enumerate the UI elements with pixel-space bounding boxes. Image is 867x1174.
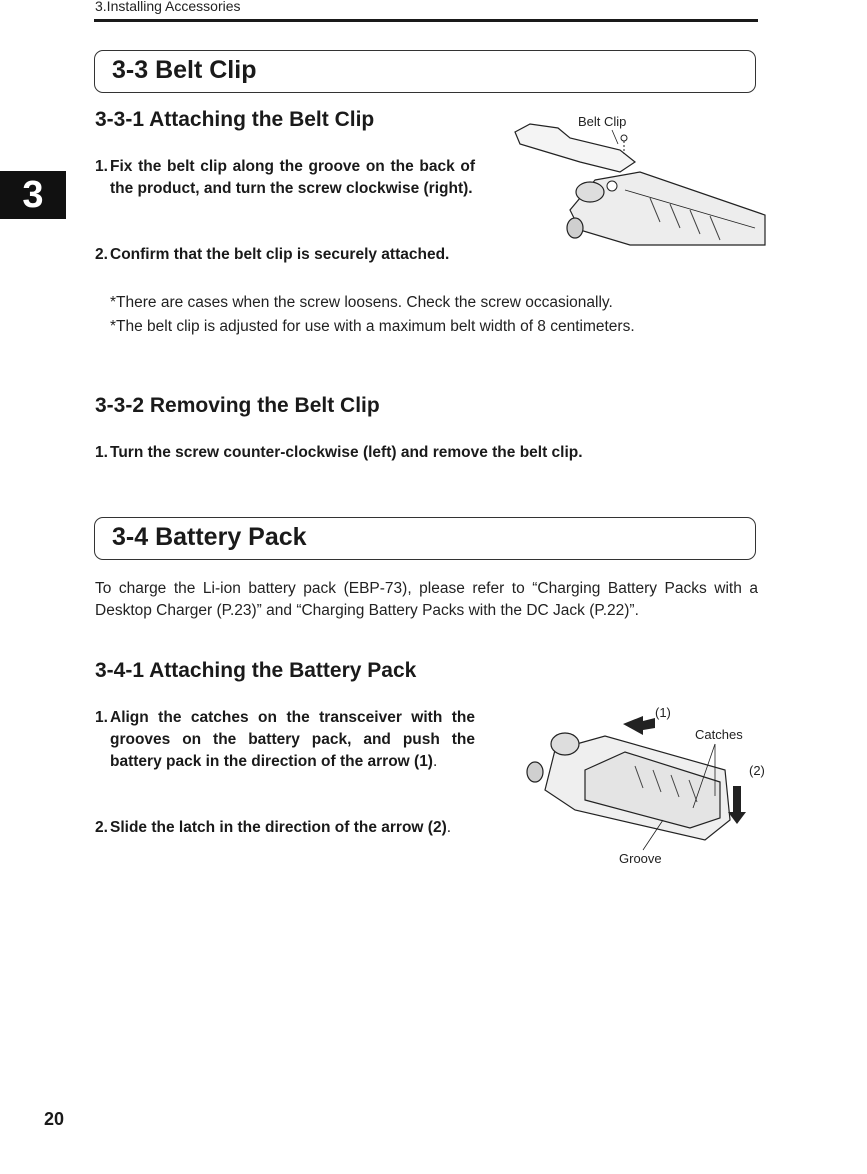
header-rule bbox=[94, 19, 758, 22]
step-number: 1. bbox=[95, 709, 108, 726]
heading-attaching-belt-clip: 3-3-1 Attaching the Belt Clip bbox=[95, 108, 375, 131]
heading-attaching-battery-pack: 3-4-1 Attaching the Battery Pack bbox=[95, 659, 417, 682]
section-title-belt-clip: 3-3 Belt Clip bbox=[112, 56, 257, 84]
note-screw-loosens: *There are cases when the screw loosens. Check the screw occasionally. bbox=[110, 294, 613, 311]
arrow-1-label: (1) bbox=[655, 705, 671, 720]
step-text: Fix the belt clip along the groove on the back of the product, and turn the screw clockwise (right). bbox=[110, 158, 475, 197]
step-text: Turn the screw counter-clockwise (left) and remove the belt clip. bbox=[110, 444, 583, 461]
battery-pack-figure bbox=[515, 700, 775, 870]
step-text: Align the catches on the transceiver with the grooves on the battery pack, and push the battery pack in the direction of the arrow (1). bbox=[110, 709, 475, 770]
section-box-battery-pack bbox=[94, 517, 756, 560]
step-belt-clip-2 bbox=[95, 244, 475, 266]
heading-removing-belt-clip: 3-3-2 Removing the Belt Clip bbox=[95, 394, 380, 417]
belt-clip-figure bbox=[500, 110, 770, 250]
battery-intro-paragraph: To charge the Li-ion battery pack (EBP-73), please refer to “Charging Battery Packs with a Desktop Charger (P.23)” and “Charging Battery Packs with the DC Jack (P.22)”. bbox=[95, 580, 758, 619]
step-belt-clip-1 bbox=[95, 156, 475, 200]
section-box-belt-clip bbox=[94, 50, 756, 93]
page-number: 20 bbox=[44, 1109, 65, 1129]
step-number: 1. bbox=[95, 158, 108, 175]
step-number: 2. bbox=[95, 819, 108, 836]
transceiver-icon bbox=[570, 172, 765, 245]
belt-clip-plate-icon bbox=[515, 124, 635, 172]
arrow-left-icon bbox=[623, 716, 655, 735]
groove-label: Groove bbox=[619, 851, 662, 866]
step-number: 2. bbox=[95, 246, 108, 263]
step-number: 1. bbox=[95, 444, 108, 461]
note-belt-width: *The belt clip is adjusted for use with a maximum belt width of 8 centimeters. bbox=[110, 318, 635, 335]
chapter-tab: 3 bbox=[0, 171, 66, 219]
step-battery-1 bbox=[95, 707, 475, 773]
step-battery-2 bbox=[95, 817, 475, 839]
running-header: 3.Installing Accessories bbox=[95, 0, 241, 14]
catches-label: Catches bbox=[695, 727, 743, 742]
arrow-down-icon bbox=[728, 786, 746, 824]
step-text: Confirm that the belt clip is securely attached. bbox=[110, 246, 450, 263]
belt-clip-label: Belt Clip bbox=[578, 114, 627, 129]
section-title-battery-pack: 3-4 Battery Pack bbox=[112, 523, 307, 551]
step-text: Slide the latch in the direction of the arrow (2). bbox=[110, 819, 452, 836]
step-remove-belt-clip-1 bbox=[95, 442, 695, 464]
arrow-2-label: (2) bbox=[749, 763, 765, 778]
